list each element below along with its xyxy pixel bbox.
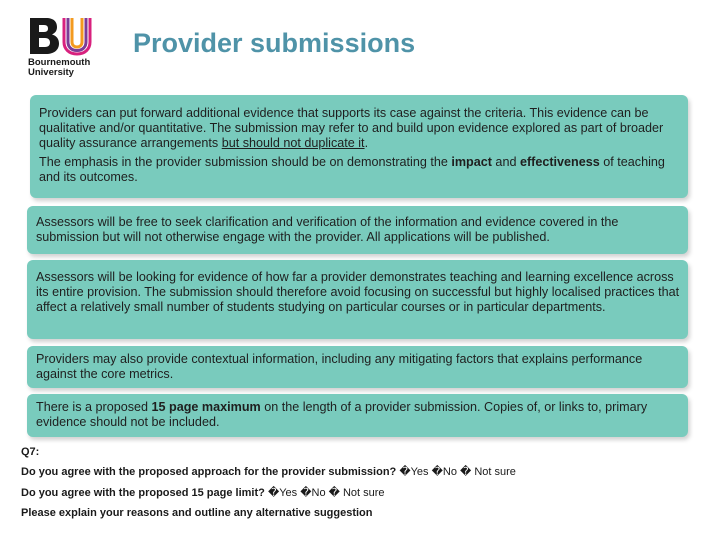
page-limit-paragraph	[36, 400, 682, 430]
evidence-text-end: .	[364, 136, 369, 150]
emphasis-text-start: The emphasis in the provider submission should be on demonstrating the	[39, 155, 452, 169]
page-limit-box	[27, 394, 688, 437]
emphasis-bold-effectiveness: effectiveness	[519, 155, 600, 169]
page-limit-text-end: on the length of a provider submission. Copies of, or links to, primary evidence should not be included.	[36, 400, 648, 429]
logo-line-1: Bournemouth	[28, 57, 91, 68]
assessors-clarification-text: Assessors will be free to seek clarification and verification of the information and evidence covered in the submission but will not otherwise engage with the provider. All applications will be published.	[36, 215, 619, 244]
logo-text	[28, 58, 120, 78]
page-title: Provider submissions	[133, 28, 416, 58]
assessors-evidence-box	[27, 260, 688, 339]
page-limit-bold: 15 page maximum	[151, 400, 261, 414]
question-approach	[21, 465, 516, 478]
question-page-limit	[21, 486, 385, 499]
question-approach-text: Do you agree with the proposed approach for the provider submission?	[21, 466, 400, 478]
page-limit-text-start: There is a proposed	[36, 400, 152, 414]
question-approach-options[interactable]: �Yes �No � Not sure	[399, 466, 516, 478]
university-logo	[28, 16, 120, 78]
evidence-paragraph	[39, 106, 682, 151]
contextual-info-text: Providers may also provide contextual information, including any mitigating factors that explains performance against the core metrics.	[36, 352, 643, 381]
evidence-text-start: Providers can put forward additional evidence that supports its case against the criteria. This evidence can be qualitative and/or quantitative. The submission may refer to and build upon evidence explored as part of broader quality assurance arrangements	[39, 106, 664, 150]
emphasis-bold-impact: impact	[451, 155, 492, 169]
contextual-info-box	[27, 346, 688, 388]
assessors-evidence-text: Assessors will be looking for evidence of how far a provider demonstrates teaching and learning excellence across its entire provision. The submission should therefore avoid focusing on successful but highly localised practices that affect a relatively small number of students studying on particular courses or in particular departments.	[36, 270, 680, 314]
logo-line-2: University	[28, 67, 74, 78]
emphasis-paragraph	[39, 155, 682, 185]
question-page-limit-options[interactable]: �Yes �No � Not sure	[267, 487, 385, 499]
question-label: Q7:	[21, 446, 40, 458]
emphasis-text-mid: and	[491, 155, 520, 169]
emphasis-text-end: of teaching and its outcomes.	[39, 155, 665, 184]
evidence-underline-text: but should not duplicate it	[221, 136, 365, 150]
question-page-limit-text: Do you agree with the proposed 15 page limit?	[21, 487, 268, 499]
assessors-clarification-box	[27, 206, 688, 254]
bu-logo-icon	[28, 16, 92, 56]
question-explain: Please explain your reasons and outline any alternative suggestion	[21, 507, 373, 519]
evidence-box	[30, 95, 688, 198]
